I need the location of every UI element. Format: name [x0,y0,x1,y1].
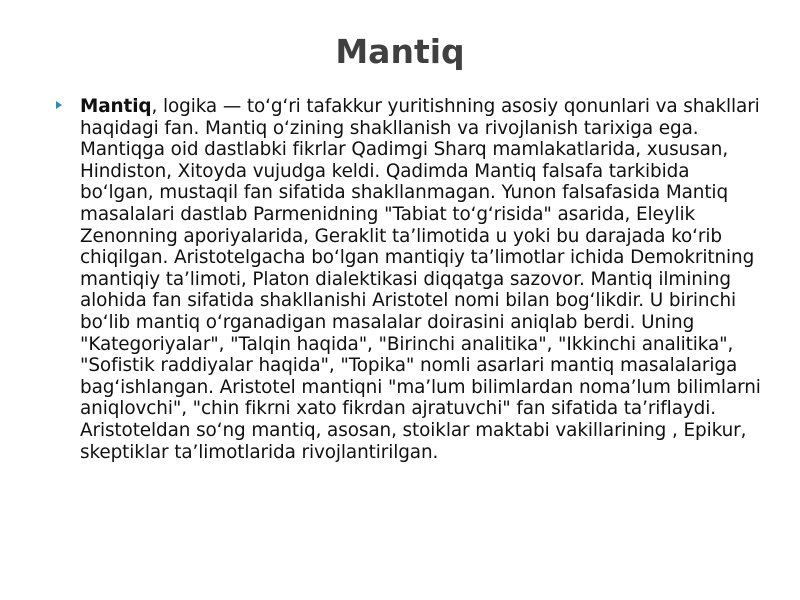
slide-title: Mantiq [335,32,465,71]
bullet-text [80,96,766,463]
bullet-body: , logika — to‘g‘ri tafakkur yuritishning asosiy qonunlari va shakllari haqidagi fan. Mantiq o‘zining shakllanish va rivojlanish tarixiga ega. Mantiqga oid dastlabki fikrlar Qadimgi Sharq mamlakatlarida, xususan, Hindiston, Xitoyda vujudga keldi. Qadimda Mantiq falsafa tarkibida bo‘lgan, mustaqil fan sifatida shakllanmagan. Yunon falsafasida Mantiq masalalari dastlab Parmenidning "Tabiat to‘g‘risida" asarida, Eleylik Zenonning aporiyalarida, Geraklit ta’limotida u yoki bu darajada ko‘rib chiqilgan. Aristotelgacha bo‘lgan mantiqiy ta’limotlar ichida Demokritning mantiqiy ta’limoti, Platon dialektikasi diqqatga sazovor. Mantiq ilmining alohida fan sifatida shakllanishi Aristotel nomi bilan bog‘likdir. U birinchi bo‘lib mantiq o‘rganadigan masalalar doirasini aniqlab berdi. Uning "Kategoriyalar", "Talqin haqida", "Birinchi analitika", "Ikkinchi analitika", "Sofistik raddiyalar haqida", "Topika" nomli asarlari mantiq masalalariga bag‘ishlangan. Aristotel mantiqni "ma’lum bilimlardan noma’lum bilimlarni aniqlovchi", "chin fikrni xato fikrdan ajratuvchi" fan sifatida ta’riflaydi. Aristoteldan so‘ng mantiq, asosan, stoiklar maktabi vakillarining , Epikur, skeptiklar ta’limotlarida rivojlantirilgan. [80,96,761,463]
triangle-bullet-icon [56,101,62,109]
bullet-item [56,96,766,463]
bullet-term: Mantiq [80,96,152,117]
